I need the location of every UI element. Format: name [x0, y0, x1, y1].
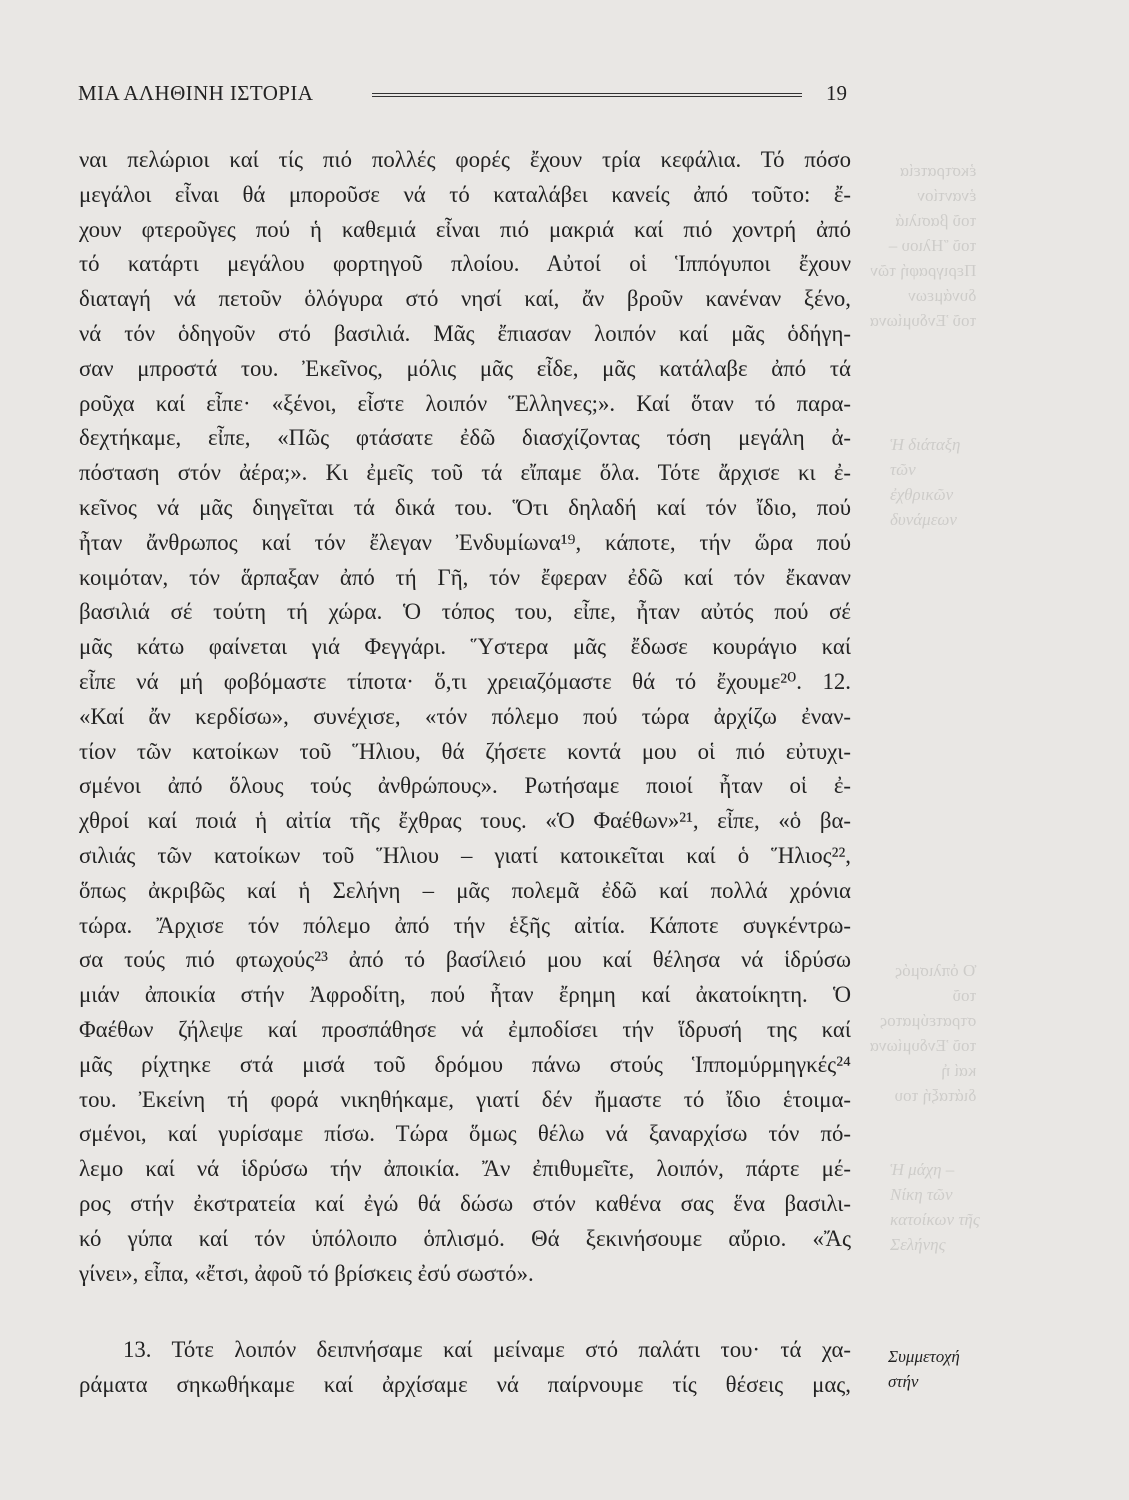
text-line: μιάν ἀποικία στήν Ἀφροδίτη, πού ἦταν ἔρημη καί ἀκατοίκητη. Ὁ — [79, 982, 851, 1008]
text-line: ροῦχα καί εἶπε· «ξένοι, εἶστε λοιπόν Ἕλληνες;». Καί ὅταν τό παρα- — [79, 390, 851, 416]
show-through-line: τοῦ βασιλιά — [895, 211, 977, 230]
show-through-line: Ἡ μάχη – — [890, 1160, 955, 1179]
text-line: σα τούς πιό φτωχούς²³ ἀπό τό βασίλειό μου καί θέλησα νά ἱδρύσω — [79, 947, 851, 973]
text-line: σμένοι ἀπό ὅλους τούς ἀνθρώπους». Ρωτήσαμε ποιοί ἦταν οἱ ἐ- — [79, 773, 851, 799]
header-rule — [372, 93, 802, 97]
body-text — [79, 143, 851, 1403]
show-through-line: τῶν — [890, 460, 916, 479]
text-line: εἶπε νά μή φοβόμαστε τίποτα· ὅ,τι χρειαζόμαστε θά τό ἔχουμε²⁰. 12. — [79, 668, 851, 694]
text-line: σιλιάς τῶν κατοίκων τοῦ Ἥλιου – γιατί κατοικεῖται καί ὁ Ἥλιος²², — [79, 842, 851, 868]
show-through-block — [890, 1157, 980, 1257]
show-through-line: στρατεύματος — [880, 1011, 977, 1030]
show-through-line: δυνάμεων — [908, 286, 977, 305]
page-number: 19 — [826, 81, 847, 105]
text-line: μᾶς κάτω φαίνεται γιά Φεγγάρι. Ὕστερα μᾶς ἔδωσε κουράγιο καί — [79, 634, 851, 660]
section-13-first-line: 13. Τότε λοιπόν δειπνήσαμε καί μείναμε στό παλάτι του· τά χα- — [123, 1337, 851, 1363]
text-line: τίον τῶν κατοίκων τοῦ Ἥλιου, θά ζήσετε κοντά μου οἱ πιό εὐτυχι- — [79, 738, 851, 764]
text-line: «Καί ἄν κερδίσω», συνέχισε, «τόν πόλεμο πού τώρα ἀρχίζω ἐναν- — [79, 703, 851, 729]
show-through-line: κατοίκων τῆς — [890, 1210, 980, 1229]
show-through-line: τοῦ Ἐνδυμίωνα — [870, 1036, 977, 1055]
show-through-line: ἐναντίον — [917, 186, 977, 205]
show-through-line: Σελήνης — [890, 1235, 946, 1254]
text-line: ρος στήν ἐκστρατεία καί ἐγώ θά δώσω στόν καθένα σας ἕνα βασιλι- — [79, 1190, 851, 1216]
text-line: χθροί καί ποιά ἡ αἰτία τῆς ἔχθρας τους. «Ὁ Φαέθων»²¹, εἶπε, «ὁ βα- — [79, 808, 851, 834]
text-line: του. Ἐκείνη τή φορά νικηθήκαμε, γιατί δέν ἤμαστε τό ἴδιο ἑτοιμα- — [79, 1086, 851, 1112]
text-line: κοιμόταν, τόν ἅρπαξαν ἀπό τή Γῆ, τόν ἔφεραν ἐδῶ καί τόν ἔκαναν — [79, 564, 851, 590]
text-line: ἦταν ἄνθρωπος καί τόν ἔλεγαν Ἐνδυμίωνα¹⁹, κάποτε, τήν ὥρα πού — [79, 529, 851, 555]
margin-note-line: Συμμετοχή — [888, 1347, 960, 1366]
show-through-block — [870, 158, 976, 333]
show-through-line: δυνάμεων — [890, 510, 957, 529]
show-through-line: ἐκστρατεία — [900, 161, 977, 180]
paragraph-last-line: γίνει», εἶπα, «ἔτσι, ἀφοῦ τό βρίσκεις ἐσύ σωστό». — [79, 1260, 534, 1286]
text-line: σμένοι, καί γυρίσαμε πίσω. Τώρα ὅμως θέλω νά ξαναρχίσω τόν πό- — [79, 1121, 851, 1147]
text-line: Φαέθων ζήλεψε καί προσπάθησε νά ἐμποδίσει τήν ἵδρυσή της καί — [79, 1016, 851, 1042]
show-through-line: τοῦ — [952, 986, 977, 1005]
text-line: χουν φτεροῦγες πού ἡ καθεμιά εἶναι πιό μακριά καί πιό χοντρή ἀπό — [79, 216, 851, 242]
text-line: βασιλιά σέ τούτη τή χώρα. Ὁ τόπος του, εἶπε, ἦταν αὐτός πού σέ — [79, 599, 851, 625]
text-line: ράματα σηκωθήκαμε καί ἀρχίσαμε νά παίρνουμε τίς θέσεις μας, — [79, 1372, 851, 1398]
show-through-line: καί ἡ — [941, 1061, 977, 1080]
text-line: σαν μπροστά του. Ἐκεῖνος, μόλις μᾶς εἶδε, μᾶς κατάλαβε ἀπό τά — [79, 355, 851, 381]
show-through-line: Ἡ διάταξη — [890, 435, 961, 454]
running-header-title: ΜΙΑ ΑΛΗΘΙΝΗ ΙΣΤΟΡΙΑ — [78, 81, 314, 105]
show-through-line: τοῦ Ἐνδυμίωνα — [870, 311, 977, 330]
text-line: κεῖνος νά μᾶς διηγεῖται τά δικά του. Ὅτι δηλαδή καί τόν ἴδιο, πού — [79, 494, 851, 520]
show-through-line: Περιγραφή τῶν — [870, 261, 977, 280]
text-line: δεχτήκαμε, εἶπε, «Πῶς φτάσατε ἐδῶ διασχίζοντας τόση μεγάλη ἀ- — [79, 425, 851, 451]
text-line: μᾶς ρίχτηκε στά μισά τοῦ δρόμου πάνω στούς Ἱππομύρμηγκές²⁴ — [79, 1051, 851, 1077]
text-line: μεγάλοι εἶναι θά μποροῦσε νά τό καταλάβει κανείς ἀπό τοῦτο: ἔ- — [79, 181, 851, 207]
text-line: πόσταση στόν ἀέρα;». Κι ἐμεῖς τοῦ τά εἴπαμε ὅλα. Τότε ἄρχισε κι ἐ- — [79, 460, 851, 486]
show-through-block — [890, 432, 960, 532]
show-through-line: ἐχθρικῶν — [890, 485, 954, 504]
paragraph-gap — [79, 1291, 851, 1333]
text-line: διαταγή νά πετοῦν ὁλόγυρα στό νησί καί, ἄν βροῦν κανέναν ξένο, — [79, 286, 851, 312]
show-through-line: Νίκη τῶν — [890, 1185, 953, 1204]
text-line: νά τόν ὁδηγοῦν στό βασιλιά. Μᾶς ἔπιασαν λοιπόν καί μᾶς ὁδήγη- — [79, 320, 851, 346]
show-through-line: τοῦ Ἥλιου – — [888, 236, 977, 255]
text-line: λεμο καί νά ἱδρύσω τήν ἀποικία. Ἄν ἐπιθυμεῖτε, λοιπόν, πάρτε μέ- — [79, 1156, 851, 1182]
text-line: τό κατάρτι μεγάλου φορτηγοῦ πλοίου. Αὐτοί οἱ Ἱππόγυποι ἔχουν — [79, 251, 851, 277]
text-line: ὅπως ἀκριβῶς καί ἡ Σελήνη – μᾶς πολεμᾶ ἐδῶ καί πολλά χρόνια — [79, 877, 851, 903]
margin-note-line: στήν — [888, 1372, 919, 1391]
text-line: κό γύπα καί τόν ὑπόλοιπο ὁπλισμό. Θά ξεκινήσουμε αὔριο. «Ἄς — [79, 1225, 851, 1251]
text-line: ναι πελώριοι καί τίς πιό πολλές φορές ἔχουν τρία κεφάλια. Τό πόσο — [79, 147, 851, 172]
show-through-line: Ὁ ὁπλισμός — [895, 961, 977, 980]
text-line: τώρα. Ἄρχισε τόν πόλεμο ἀπό τήν ἑξῆς αἰτία. Κάποτε συγκέντρω- — [79, 912, 851, 938]
margin-note — [888, 1344, 1048, 1394]
show-through-block — [870, 958, 976, 1108]
show-through-line: διάταξή του — [894, 1086, 977, 1105]
